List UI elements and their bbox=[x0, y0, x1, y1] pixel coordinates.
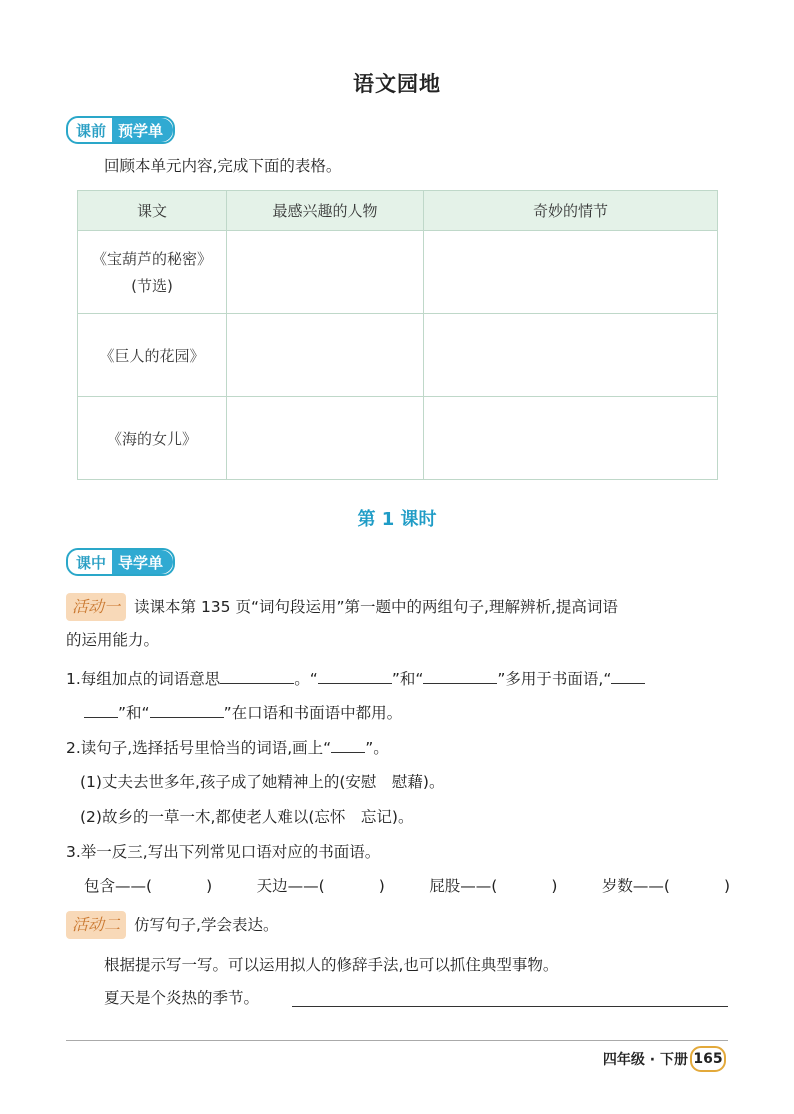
q1-text: ”和“ bbox=[118, 704, 150, 722]
activity1-line2: 的运用能力。 bbox=[66, 631, 160, 649]
table-header-row bbox=[78, 191, 718, 231]
q3-item-label: 天边——( bbox=[256, 877, 325, 895]
activity2-prompt: 夏天是个炎热的季节。 bbox=[104, 989, 260, 1007]
col-header-text: 课文 bbox=[78, 191, 227, 231]
page-number: 165 bbox=[690, 1046, 726, 1072]
blank-field[interactable] bbox=[84, 701, 118, 718]
q3-item-close: ) bbox=[723, 877, 730, 895]
q2-intro bbox=[66, 736, 389, 760]
col-header-character: 最感兴趣的人物 bbox=[227, 191, 424, 231]
q1-text: ”和“ bbox=[391, 670, 424, 688]
blank-field[interactable] bbox=[150, 701, 224, 718]
q3-items bbox=[84, 874, 730, 898]
activity1-line1 bbox=[66, 593, 618, 621]
pre-intro: 回顾本单元内容,完成下面的表格。 bbox=[104, 157, 342, 175]
q1-text: ”在口语和书面语中都用。 bbox=[223, 704, 403, 722]
row-title-cell bbox=[78, 314, 227, 397]
activity2-line bbox=[66, 911, 278, 939]
q3-item[interactable] bbox=[257, 874, 385, 898]
badge-left-label: 课前 bbox=[68, 118, 112, 142]
table-row bbox=[78, 231, 718, 314]
row-title: 《海的女儿》 bbox=[106, 429, 197, 448]
plot-cell[interactable] bbox=[424, 231, 718, 314]
activity2-hint: 根据提示写一写。可以运用拟人的修辞手法,也可以抓住典型事物。 bbox=[104, 956, 559, 974]
table-row bbox=[78, 397, 718, 480]
table-row bbox=[78, 314, 718, 397]
page-title: 语文园地 bbox=[353, 72, 441, 96]
character-cell[interactable] bbox=[227, 397, 424, 480]
q3-item[interactable] bbox=[429, 874, 557, 898]
q1-text: 1.每组加点的词语意思 bbox=[66, 670, 221, 688]
q1-line1 bbox=[66, 667, 645, 691]
row-subtitle: (节选) bbox=[131, 277, 173, 295]
activity2-text: 仿写句子,学会表达。 bbox=[134, 916, 279, 934]
q3-item[interactable] bbox=[84, 874, 212, 898]
activity1-text: 读课本第 135 页“词句段运用”第一题中的两组句子,理解辨析,提高词语 bbox=[134, 598, 618, 616]
q3-item-close: ) bbox=[378, 877, 385, 895]
review-table bbox=[77, 190, 718, 480]
blank-field[interactable] bbox=[220, 667, 294, 684]
in-class-badge bbox=[66, 548, 175, 576]
q3-item-label: 岁数——( bbox=[601, 877, 670, 895]
row-title: 《巨人的花园》 bbox=[99, 346, 205, 365]
row-title: 《宝葫芦的秘密》 bbox=[91, 250, 212, 268]
blank-field[interactable] bbox=[318, 667, 392, 684]
col-header-plot: 奇妙的情节 bbox=[424, 191, 718, 231]
footer-rule bbox=[66, 1040, 728, 1041]
footer-grade: 四年级 · 下册 bbox=[602, 1052, 688, 1068]
q1-line2 bbox=[84, 701, 402, 725]
pre-class-badge bbox=[66, 116, 175, 144]
q2-text: 2.读句子,选择括号里恰当的词语,画上“ bbox=[66, 739, 332, 757]
q3-intro: 3.举一反三,写出下列常见口语对应的书面语。 bbox=[66, 843, 381, 861]
q2-sentence-1[interactable]: (1)丈夫去世多年,孩子成了她精神上的(安慰 慰藉)。 bbox=[80, 773, 445, 791]
blank-field[interactable] bbox=[611, 667, 645, 684]
plot-cell[interactable] bbox=[424, 397, 718, 480]
q1-text: ”多用于书面语,“ bbox=[497, 670, 612, 688]
q3-item-label: 屁股——( bbox=[429, 877, 498, 895]
q3-item-label: 包含——( bbox=[84, 877, 153, 895]
q2-text: ”。 bbox=[365, 739, 389, 757]
q1-text: 。“ bbox=[294, 670, 318, 688]
blank-field[interactable] bbox=[423, 667, 497, 684]
q2-sentence-2[interactable]: (2)故乡的一草一木,都使老人难以(忘怀 忘记)。 bbox=[80, 808, 414, 826]
underline-sample bbox=[331, 736, 365, 753]
activity2-prompt-line bbox=[104, 986, 259, 1010]
badge-right-label: 预学单 bbox=[112, 118, 173, 142]
row-title-cell bbox=[78, 231, 227, 314]
plot-cell[interactable] bbox=[424, 314, 718, 397]
q3-item-close: ) bbox=[206, 877, 213, 895]
character-cell[interactable] bbox=[227, 314, 424, 397]
activity2-tag: 活动二 bbox=[66, 911, 126, 939]
character-cell[interactable] bbox=[227, 231, 424, 314]
badge-left-label: 课中 bbox=[68, 550, 112, 574]
q3-item[interactable] bbox=[602, 874, 730, 898]
lesson-title: 第 1 课时 bbox=[357, 509, 437, 530]
q3-item-close: ) bbox=[551, 877, 558, 895]
row-title-cell bbox=[78, 397, 227, 480]
activity1-tag: 活动一 bbox=[66, 593, 126, 621]
badge-right-label: 导学单 bbox=[112, 550, 173, 574]
answer-line[interactable] bbox=[292, 1006, 728, 1007]
